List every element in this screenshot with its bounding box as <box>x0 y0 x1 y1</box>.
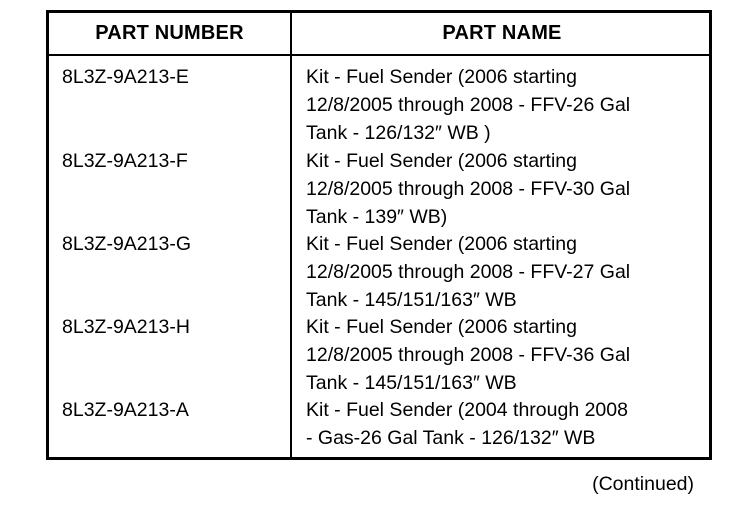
part-name-cell <box>306 397 706 453</box>
part-name-line: 12/8/2005 through 2008 - FFV-36 Gal <box>306 343 631 366</box>
part-number-cell: 8L3Z-9A213-G <box>62 233 191 255</box>
table-header <box>49 13 709 56</box>
part-name-cell <box>306 231 706 314</box>
part-name-line: Kit - Fuel Sender (2006 starting <box>306 66 577 88</box>
part-name-line: 12/8/2005 through 2008 - FFV-30 Gal <box>306 177 631 200</box>
part-name-line: Kit - Fuel Sender (2004 through 2008 <box>306 399 628 421</box>
continued-label: (Continued) <box>592 473 694 495</box>
column-divider <box>290 13 292 457</box>
part-name-line: - Gas-26 Gal Tank - 126/132″ WB <box>306 426 596 449</box>
part-name-cell <box>306 314 706 397</box>
part-name-cell <box>306 64 706 147</box>
part-number-cell: 8L3Z-9A213-H <box>62 316 190 338</box>
header-part-name: PART NAME <box>442 22 562 44</box>
part-number-cell: 8L3Z-9A213-E <box>62 66 189 88</box>
parts-table <box>46 10 712 460</box>
part-name-line: Tank - 145/151/163″ WB <box>306 371 517 394</box>
part-name-line: Tank - 126/132″ WB ) <box>306 121 491 144</box>
header-part-number: PART NUMBER <box>95 22 244 44</box>
part-name-line: Kit - Fuel Sender (2006 starting <box>306 233 577 255</box>
part-number-cell: 8L3Z-9A213-F <box>62 150 188 172</box>
part-name-line: Tank - 145/151/163″ WB <box>306 288 517 311</box>
part-name-line: 12/8/2005 through 2008 - FFV-27 Gal <box>306 260 631 283</box>
part-name-line: Kit - Fuel Sender (2006 starting <box>306 150 577 172</box>
part-name-line: Tank - 139″ WB) <box>306 205 448 228</box>
part-name-cell <box>306 148 706 231</box>
part-name-line: 12/8/2005 through 2008 - FFV-26 Gal <box>306 93 631 116</box>
part-name-line: Kit - Fuel Sender (2006 starting <box>306 316 577 338</box>
part-number-cell: 8L3Z-9A213-A <box>62 399 189 421</box>
